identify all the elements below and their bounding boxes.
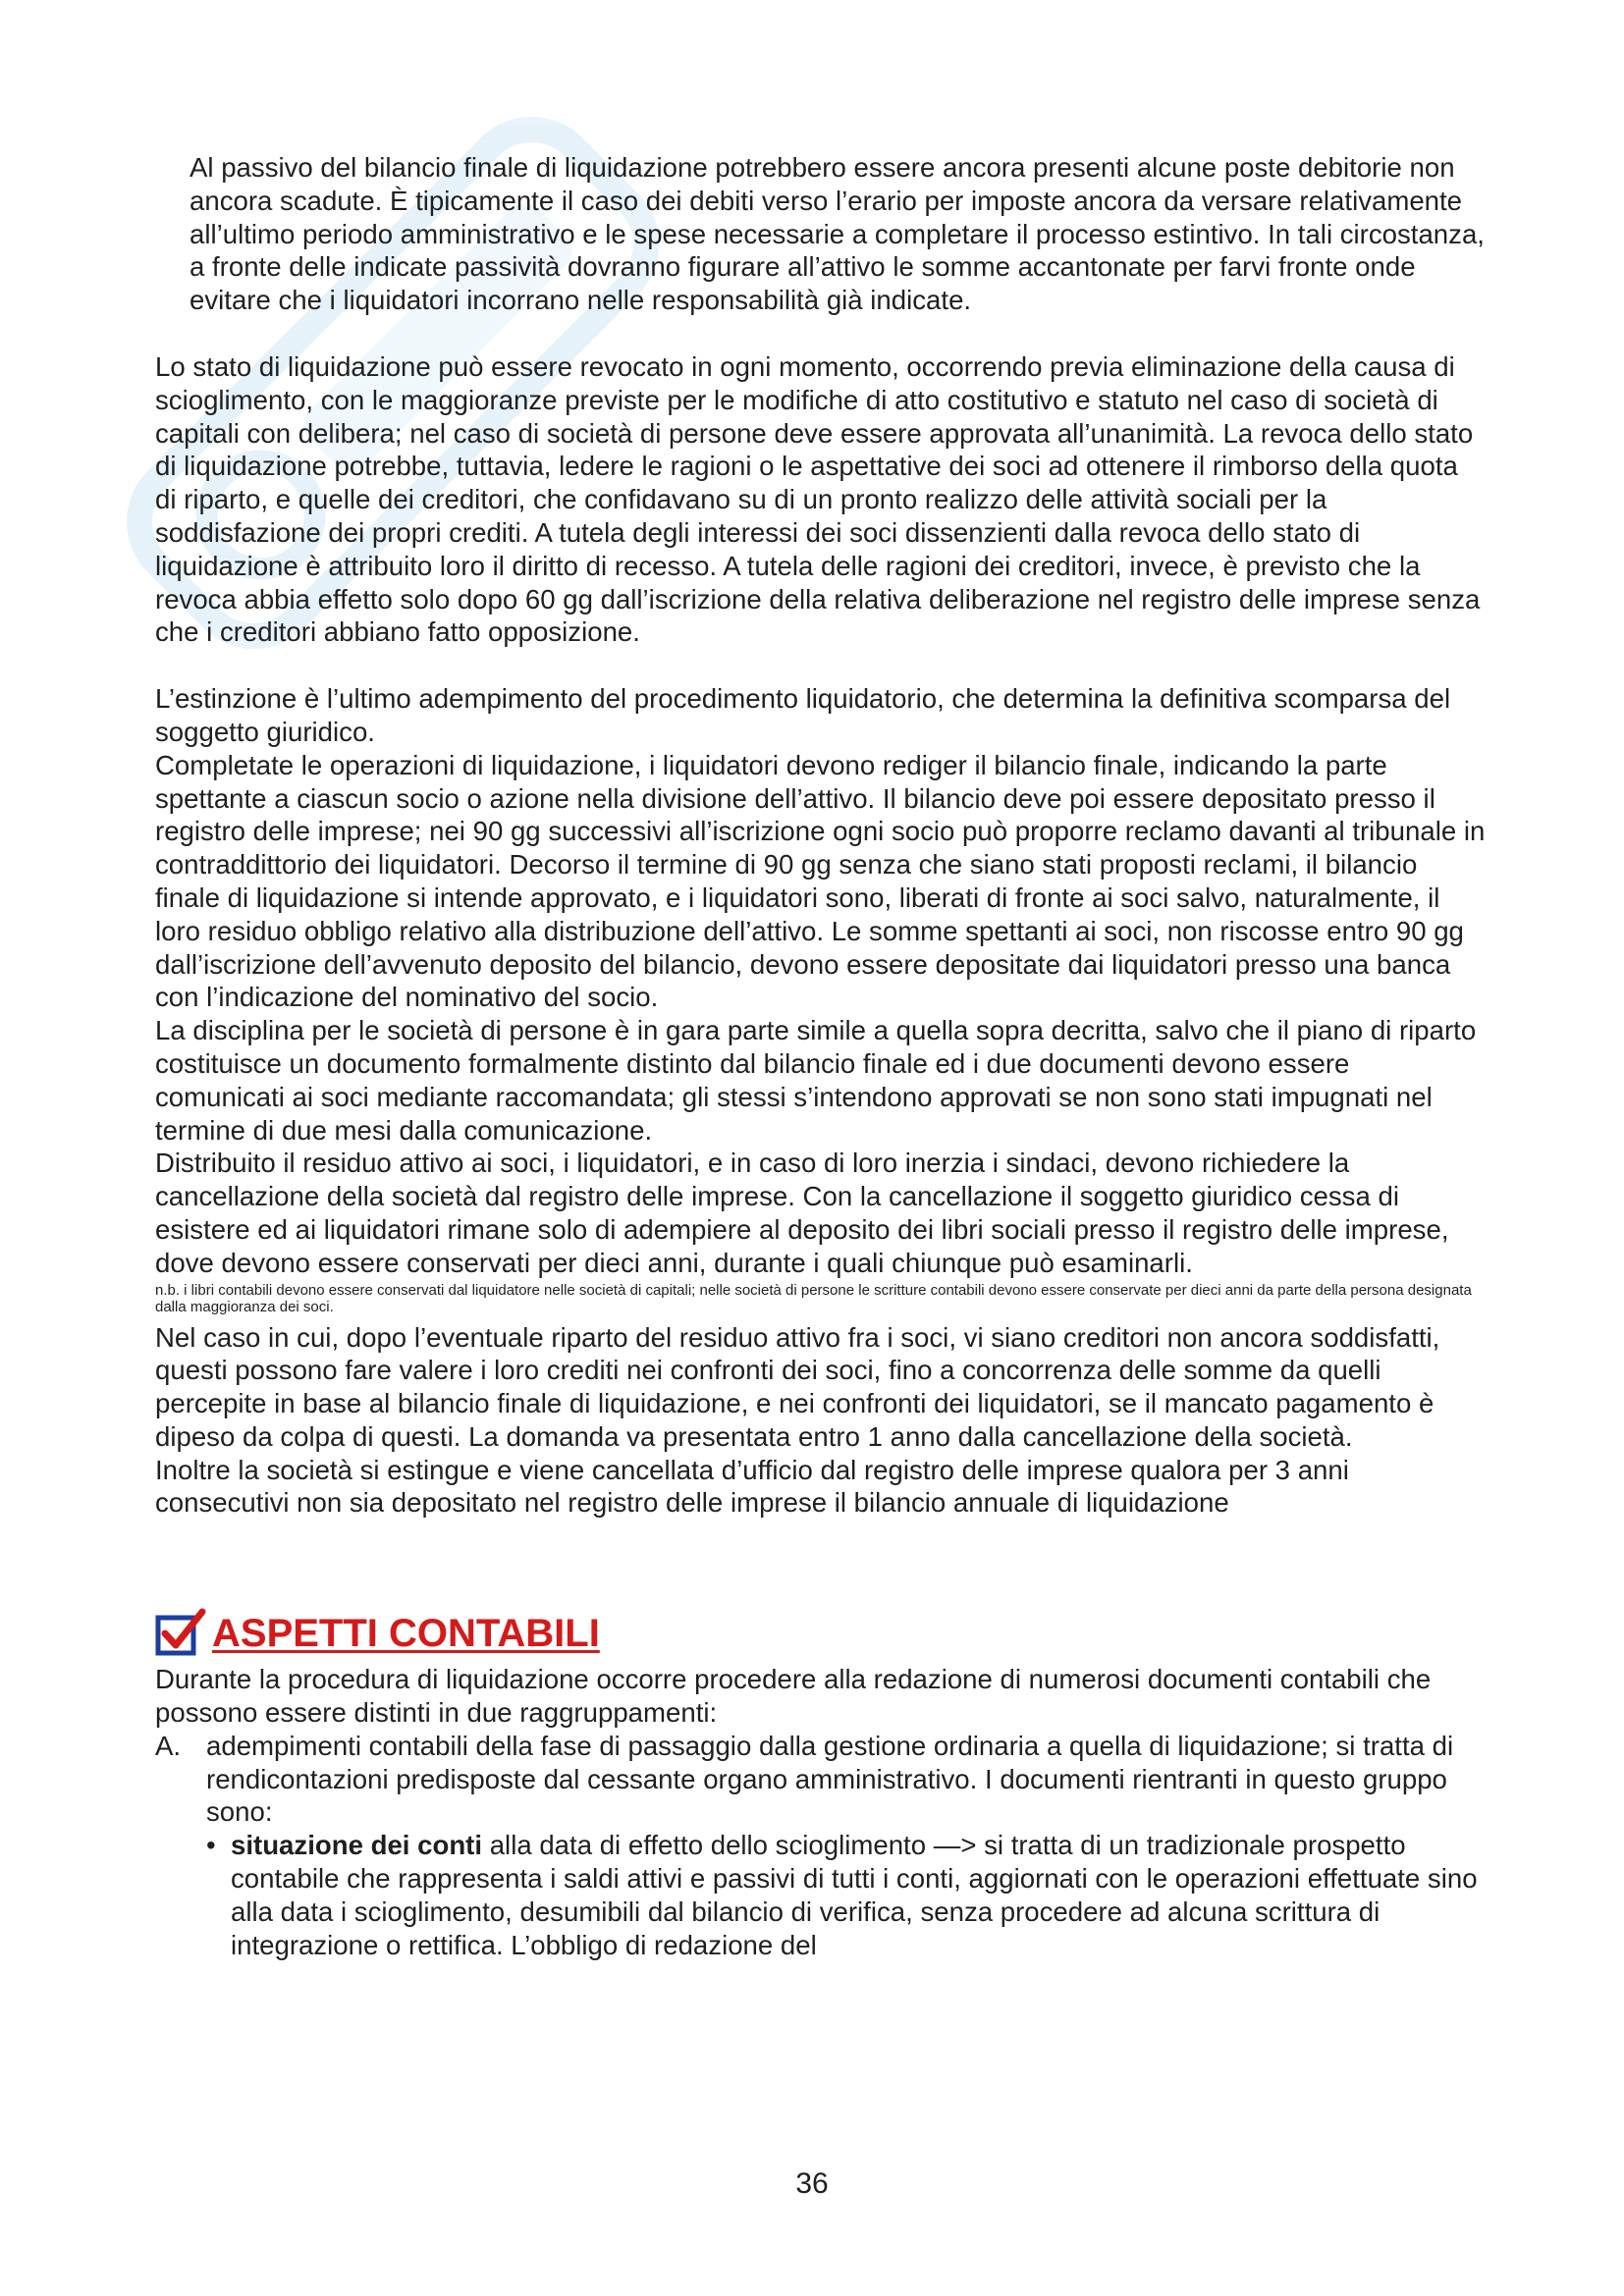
list-item-a	[155, 1730, 1486, 1829]
page-number: 36	[795, 2167, 829, 2200]
paragraph-creditori: Nel caso in cui, dopo l’eventuale riparto del residuo attivo fra i soci, vi siano creditori non ancora soddisfatti, questi possono fare valere i loro crediti nei confronti dei soci, fino a concorrenza delle somme da quelli percepite in base al bilancio finale di liquidazione, e nei confronti dei liquidatori, se il mancato pagamento è dipeso da colpa di questi. La domanda va presentata entro 1 anno dalla cancellazione della società.	[155, 1321, 1440, 1452]
paragraph-revoca: Lo stato di liquidazione può essere revocato in ogni momento, occorrendo previa eliminazione della causa di scioglimento, con le maggioranze previste per le modifiche di atto costitutivo e statuto nel caso di società di capitali con delibera; nel caso di società di persone deve essere approvata all’unanimità. La revoca dello stato di liquidazione potrebbe, tuttavia, ledere le ragioni o le aspettative dei soci ad ottenere il rimborso della quota di riparto, e quelle dei creditori, che confidavano su di un pronto realizzo delle attività sociali per la soddisfazione dei propri crediti. A tutela degli interessi dei soci dissenzienti dalla revoca dello stato di liquidazione è attribuito loro il diritto di recesso. A tutela delle ragioni dei creditori, invece, è previsto che la revoca abbia effetto solo dopo 60 gg dall’iscrizione della relativa deliberazione nel registro delle imprese senza che i creditori abbiano fatto opposizione.	[155, 350, 1481, 648]
page-content	[155, 151, 1486, 1961]
list-marker-a: A.	[155, 1730, 182, 1761]
section-intro: Durante la procedura di liquidazione occorre procedere alla redazione di numerosi documenti contabili che possono essere distinti in due raggruppamenti:	[155, 1664, 1432, 1729]
paragraph-estinzione: L’estinzione è l’ultimo adempimento del procedimento liquidatorio, che determina la definitiva scomparsa del soggetto giuridico.	[155, 683, 1451, 747]
paragraph-bilancio-finale: Completate le operazioni di liquidazione, i liquidatori devono rediger il bilancio finale, indicando la parte spettante a ciascun socio o azione nella divisione dell’attivo. Il bilancio deve poi essere depositato presso il registro delle imprese; nei 90 gg successivi all’iscrizione ogni socio può proporre reclamo davanti al tribunale in contraddittorio dei liquidatori. Decorso il termine di 90 gg senza che siano stati proposti reclami, il bilancio finale di liquidazione si intende approvato, e i liquidatori sono, liberati di fronte ai soci salvo, naturalmente, il loro residuo obbligo relativo alla distribuzione dell’attivo. Le somme spettanti ai soci, non riscosse entro 90 gg dall’iscrizione dell’avvenuto deposito del bilancio, devono essere depositate dai liquidatori presso una banca con l’indicazione del nominativo del socio.	[155, 749, 1486, 1013]
paragraph-passivo: Al passivo del bilancio finale di liquidazione potrebbero essere ancora presenti alcune poste debitorie non ancora scadute. È tipicamente il caso dei debiti verso l’erario per imposte ancora da versare relativamente all’ultimo periodo amministrativo e le spese necessarie a completare il processo estintivo. In tali circostanza, a fronte delle indicate passività dovranno figurare all’attivo le somme accantonate per farvi fronte onde evitare che i liquidatori incorrano nelle responsabilità già indicate.	[189, 152, 1485, 316]
paragraph-cancellazione: Distribuito il residuo attivo ai soci, i liquidatori, e in caso di loro inerzia i sindaci, devono richiedere la cancellazione della società dal registro delle imprese. Con la cancellazione il soggetto giuridico cessa di esistere ed ai liquidatori rimane solo di adempiere al deposito dei libri sociali presso il registro delle imprese, dove devono essere conservati per dieci anni, durante i quali chiunque può esaminarli.	[155, 1148, 1449, 1278]
bullet-text	[231, 1829, 1486, 1961]
bullet-bold-term: situazione dei conti	[231, 1830, 483, 1861]
footnote-nb: n.b. i libri contabili devono essere conservati dal liquidatore nelle società di capitali; nelle società di persone le scritture contabili devono essere conservate per dieci anni da parte della persona designata dalla maggioranza dei soci.	[155, 1281, 1472, 1315]
bullet-dot: •	[206, 1830, 216, 1861]
bullet-item	[206, 1829, 1486, 1961]
paragraph-societa-persone: La disciplina per le società di persone è in gara parte simile a quella sopra decritta, salvo che il piano di riparto costituisce un documento formalmente distinto dal bilancio finale ed i due documenti devono essere comunicati ai soci mediante raccomandata; gli stessi s’intendono approvati se non sono stati impugnati nel termine di due mesi dalla comunicazione.	[155, 1015, 1477, 1146]
checkbox-checked-icon	[155, 1608, 206, 1659]
bullet-description: alla data di effetto dello scioglimento —> si tratta di un tradizionale prospetto contabile che rappresenta i saldi attivi e passivi di tutti i conti, aggiornati con le operazioni effettuate sino alla data i scioglimento, desumibili dal bilancio di verifica, senza procedere ad alcuna scrittura di integrazione o rettifica. L’obbligo di redazione del	[231, 1830, 1478, 1960]
section-title: ASPETTI CONTABILI	[212, 1611, 600, 1655]
section-heading	[155, 1604, 1486, 1663]
paragraph-estinzione-ufficio: Inoltre la società si estingue e viene cancellata d’ufficio dal registro delle imprese qualora per 3 anni consecutivi non sia depositato nel registro delle imprese il bilancio annuale di liquidazione	[155, 1454, 1349, 1519]
list-item-a-text: adempimenti contabili della fase di passaggio dalla gestione ordinaria a quella di liquidazione; si tratta di rendicontazioni predisposte dal cessante organo amministrativo. I documenti rientranti in questo gruppo sono:	[206, 1730, 1454, 1828]
